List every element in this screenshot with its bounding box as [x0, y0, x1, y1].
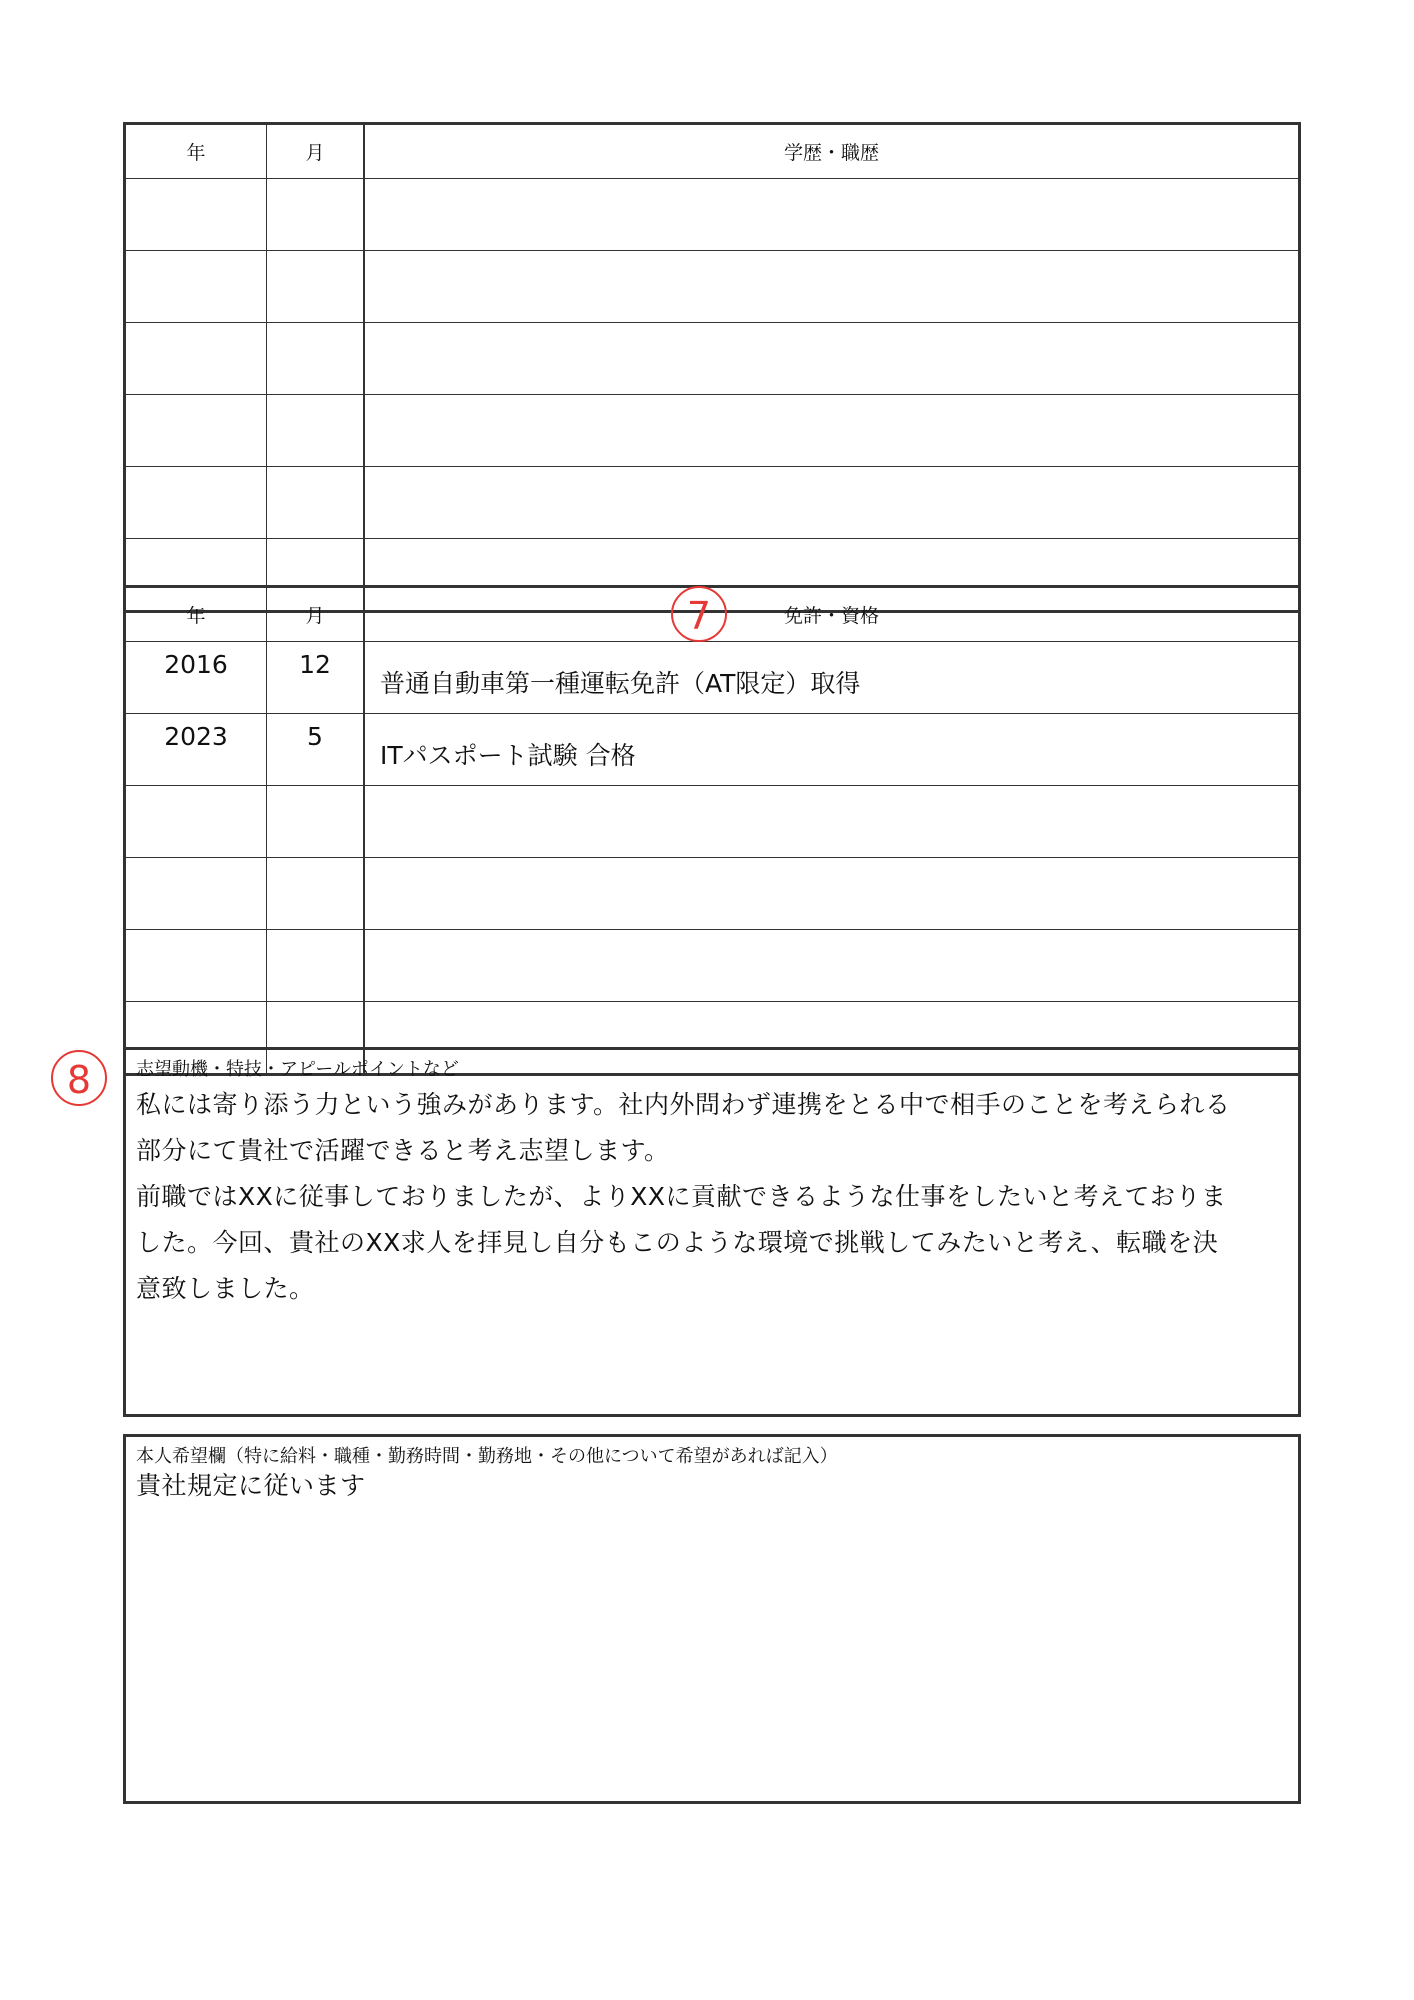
table-row	[125, 930, 1300, 1002]
month-cell[interactable]: 12	[267, 642, 365, 714]
motivation-text	[136, 1082, 1288, 1312]
table-row	[125, 179, 1300, 251]
table-row	[125, 395, 1300, 467]
month-cell[interactable]	[267, 323, 365, 395]
licenses-table	[123, 585, 1301, 1076]
personal-wishes-box[interactable]	[123, 1434, 1301, 1804]
year-cell[interactable]	[125, 179, 267, 251]
text-line: 部分にて貴社で活躍できると考え志望します。	[136, 1136, 670, 1165]
year-cell[interactable]	[125, 858, 267, 930]
content-cell[interactable]: 普通自動車第一種運転免許（AT限定）取得	[364, 642, 1300, 714]
month-cell[interactable]	[267, 858, 365, 930]
year-cell[interactable]	[125, 395, 267, 467]
year-cell[interactable]	[125, 930, 267, 1002]
table-row	[125, 786, 1300, 858]
content-cell[interactable]	[364, 323, 1300, 395]
wishes-label: 本人希望欄（特に給料・職種・勤務時間・勤務地・その他について希望があれば記入）	[136, 1446, 838, 1467]
education-history-table	[123, 122, 1301, 613]
year-cell[interactable]: 2016	[125, 642, 267, 714]
content-cell[interactable]	[364, 786, 1300, 858]
text-line: 意致しました。	[136, 1274, 315, 1303]
content-cell[interactable]	[364, 251, 1300, 323]
content-cell[interactable]	[364, 467, 1300, 539]
year-cell[interactable]	[125, 323, 267, 395]
content-header: 学歴・職歴	[364, 124, 1300, 179]
wishes-text: 貴社規定に従います	[136, 1471, 366, 1500]
table-row	[125, 714, 1300, 786]
table-row	[125, 858, 1300, 930]
month-cell[interactable]	[267, 251, 365, 323]
month-header: 月	[267, 587, 365, 642]
content-cell[interactable]	[364, 858, 1300, 930]
table-row	[125, 251, 1300, 323]
month-cell[interactable]	[267, 930, 365, 1002]
year-header: 年	[125, 124, 267, 179]
month-cell[interactable]: 5	[267, 714, 365, 786]
section-number-marker: 8	[51, 1050, 107, 1106]
content-header: 免許・資格	[364, 587, 1300, 642]
content-cell[interactable]	[364, 395, 1300, 467]
motivation-box[interactable]	[123, 1047, 1301, 1417]
text-line: した。今回、貴社のXX求人を拝見し自分もこのような環境で挑戦してみたいと考え、転職を決	[136, 1228, 1219, 1257]
content-cell[interactable]: ITパスポート試験 合格	[364, 714, 1300, 786]
motivation-label: 志望動機・特技・アピールポイントなど	[136, 1059, 459, 1080]
table-row	[125, 642, 1300, 714]
month-cell[interactable]	[267, 467, 365, 539]
month-cell[interactable]	[267, 395, 365, 467]
year-header: 年	[125, 587, 267, 642]
table-row	[125, 467, 1300, 539]
year-cell[interactable]	[125, 251, 267, 323]
month-cell[interactable]	[267, 786, 365, 858]
year-cell[interactable]	[125, 786, 267, 858]
text-line: 私には寄り添う力という強みがあります。社内外問わず連携をとる中で相手のことを考えられる	[136, 1090, 1231, 1119]
year-cell[interactable]	[125, 467, 267, 539]
section-number-marker: 7	[671, 586, 727, 642]
month-cell[interactable]	[267, 179, 365, 251]
content-cell[interactable]	[364, 930, 1300, 1002]
table-header-row	[125, 124, 1300, 179]
table-row	[125, 323, 1300, 395]
month-header: 月	[267, 124, 365, 179]
content-cell[interactable]	[364, 179, 1300, 251]
year-cell[interactable]: 2023	[125, 714, 267, 786]
text-line: 前職ではXXに従事しておりましたが、よりXXに貢献できるような仕事をしたいと考えておりま	[136, 1182, 1227, 1211]
